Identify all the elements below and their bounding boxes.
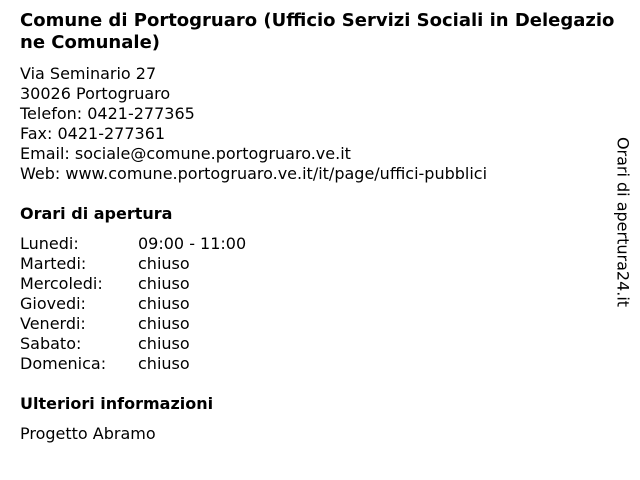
hours-row-thursday: [20, 294, 246, 314]
day-label: Mercoledi:: [20, 274, 103, 293]
time-value: chiuso: [138, 314, 190, 333]
time-value: chiuso: [138, 294, 190, 313]
day-label: Martedi:: [20, 254, 87, 273]
office-title: Comune di Portogruaro (Ufficio Servizi Sociali in Delegazione Comunale): [20, 10, 615, 53]
hours-row-sunday: [20, 354, 246, 374]
address-block: [20, 64, 487, 184]
site-watermark: Orari di apertura24.it: [613, 136, 633, 308]
day-label: Lunedi:: [20, 234, 79, 253]
day-label: Sabato:: [20, 334, 82, 353]
further-info-text: Progetto Abramo: [20, 424, 156, 443]
day-label: Venerdi:: [20, 314, 86, 333]
day-label: Giovedi:: [20, 294, 86, 313]
hours-row-wednesday: [20, 274, 246, 294]
time-value: chiuso: [138, 334, 190, 353]
hours-row-tuesday: [20, 254, 246, 274]
phone-number: Telefon: 0421-277365: [20, 104, 195, 123]
website-address: Web: www.comune.portogruaro.ve.it/it/page/uffici-pubblici: [20, 164, 488, 183]
day-label: Domenica:: [20, 354, 107, 373]
time-value: 09:00 - 11:00: [138, 234, 247, 253]
street-address: Via Seminario 27: [20, 64, 157, 83]
email-address: Email: sociale@comune.portogruaro.ve.it: [20, 144, 351, 163]
hours-row-friday: [20, 314, 246, 334]
time-value: chiuso: [138, 354, 190, 373]
hours-row-monday: [20, 234, 246, 254]
hours-row-saturday: [20, 334, 246, 354]
city-postcode: 30026 Portogruaro: [20, 84, 171, 103]
time-value: chiuso: [138, 254, 190, 273]
time-value: chiuso: [138, 274, 190, 293]
opening-hours-heading: Orari di apertura: [20, 204, 173, 223]
opening-hours-table: [20, 234, 246, 374]
fax-number: Fax: 0421-277361: [20, 124, 166, 143]
further-info-heading: Ulteriori informazioni: [20, 394, 214, 413]
